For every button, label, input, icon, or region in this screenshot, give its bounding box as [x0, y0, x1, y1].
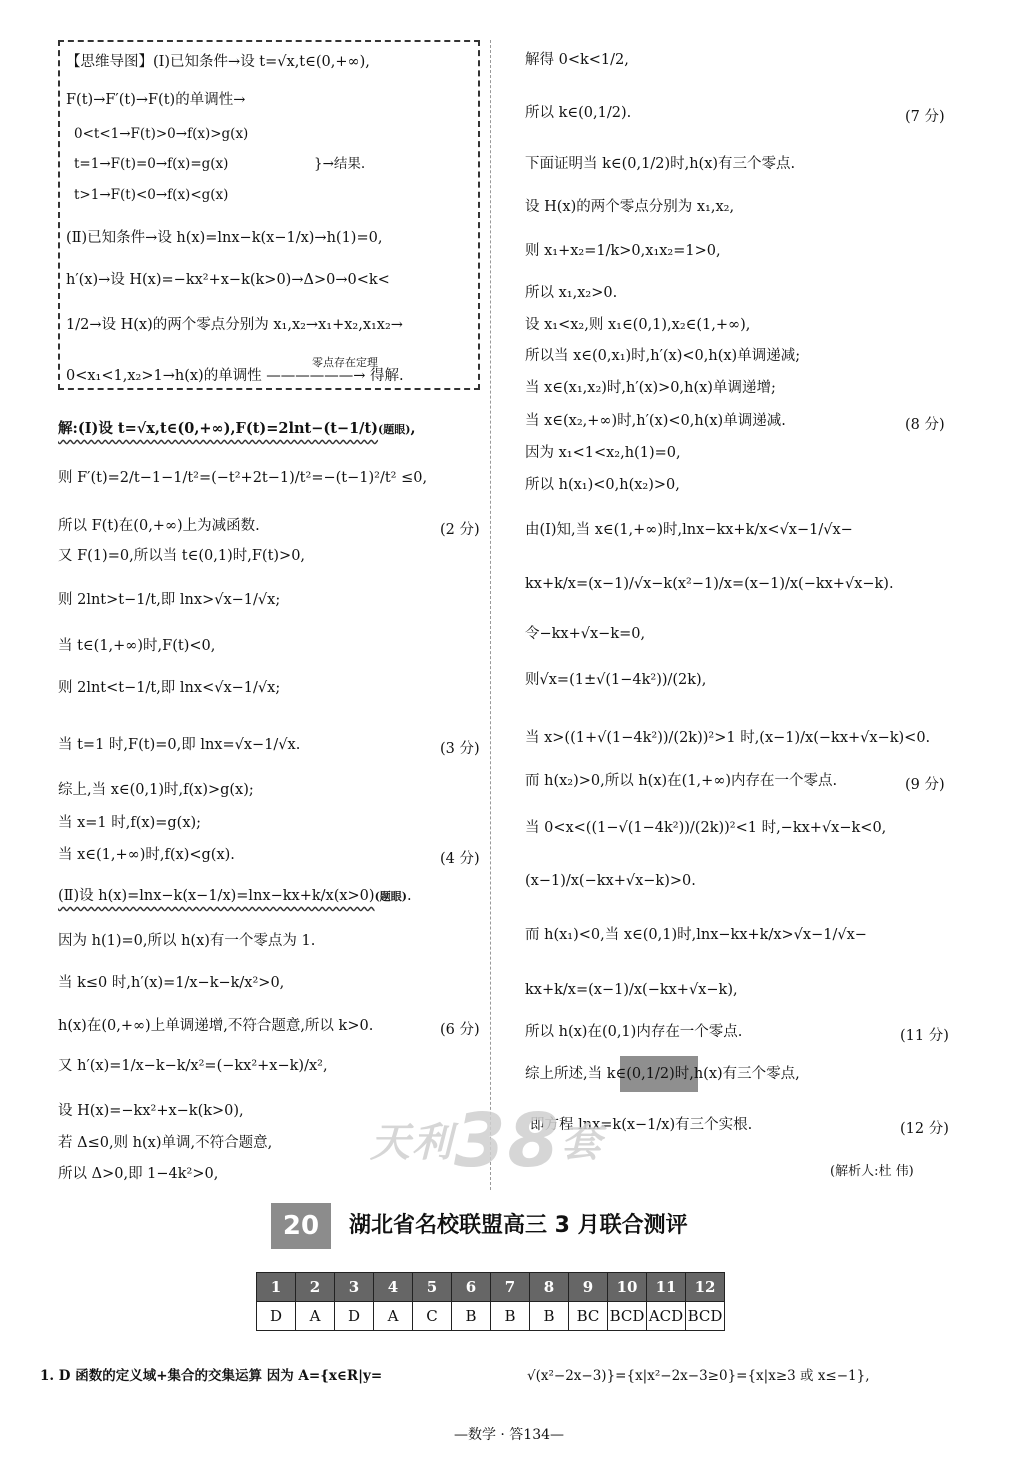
solution-line-13: 因为 h(1)=0,所以 h(x)有一个零点为 1.	[58, 933, 316, 949]
mind-map-box	[58, 40, 480, 390]
right-line-1: 解得 0<k<1/2,	[525, 52, 629, 68]
answer-number: 4	[374, 1273, 413, 1302]
watermark-logo	[370, 1098, 630, 1188]
score-4: (4 分)	[440, 851, 480, 867]
answer-number: 10	[608, 1273, 647, 1302]
answer-number: 12	[686, 1273, 725, 1302]
solution-line-18: 若 Δ≤0,则 h(x)单调,不符合题意,	[58, 1135, 273, 1151]
right-line-25: 即方程 lnx=k(x−1/x)有三个实根.	[530, 1117, 753, 1133]
right-line-22: kx+k/x=(x−1)/x(−kx+√x−k),	[525, 982, 738, 998]
right-line-21: 而 h(x₁)<0,当 x∈(0,1)时,lnx−kx+k/x>√x−1/√x−	[525, 927, 867, 943]
answer-number: 2	[296, 1273, 335, 1302]
right-line-12: 所以 h(x₁)<0,h(x₂)>0,	[525, 477, 680, 493]
answer-key: BCD	[608, 1302, 647, 1331]
mindmap-result: }→结果.	[314, 156, 366, 172]
mindmap-case-2: t=1→F(t)=0→f(x)=g(x)	[74, 156, 229, 172]
right-line-24: 综上所述,当 k∈(0,1/2)时,h(x)有三个零点,	[525, 1066, 800, 1082]
mindmap-case-3: t>1→F(t)<0→f(x)<g(x)	[74, 187, 229, 203]
answer-number: 8	[530, 1273, 569, 1302]
solution-line-15: h(x)在(0,+∞)上单调递增,不符合题意,所以 k>0.	[58, 1018, 374, 1034]
right-line-13: 由(Ⅰ)知,当 x∈(1,+∞)时,lnx−kx+k/x<√x−1/√x−	[525, 522, 853, 538]
watermark-post: 套	[560, 1120, 603, 1166]
answer-number: 9	[569, 1273, 608, 1302]
right-line-3: 下面证明当 k∈(0,1/2)时,h(x)有三个零点.	[525, 156, 796, 172]
key-tag-2: (题眼)	[374, 890, 407, 903]
answer-key: D	[335, 1302, 374, 1331]
right-line-11: 因为 x₁<1<x₂,h(1)=0,	[525, 445, 681, 461]
watermark-num: 38	[454, 1098, 561, 1184]
right-line-5: 则 x₁+x₂=1/k>0,x₁x₂=1>0,	[525, 243, 721, 259]
answer-key: B	[491, 1302, 530, 1331]
right-line-8: 所以当 x∈(0,x₁)时,h′(x)<0,h(x)单调递减;	[525, 348, 801, 364]
solution-line-14: 当 k≤0 时,h′(x)=1/x−k−k/x²>0,	[58, 975, 285, 991]
right-line-23: 所以 h(x)在(0,1)内存在一个零点.	[525, 1024, 743, 1040]
answer-key: A	[374, 1302, 413, 1331]
page-footer: —数学 · 答134—	[453, 1427, 565, 1443]
answer-number-row	[257, 1273, 725, 1302]
right-line-2: 所以 k∈(0,1/2).	[525, 105, 632, 121]
right-line-7: 设 x₁<x₂,则 x₁∈(0,1),x₂∈(1,+∞),	[525, 317, 751, 333]
solution-line-10: 当 x=1 时,f(x)=g(x);	[58, 815, 202, 831]
answer-key-row	[257, 1302, 725, 1331]
watermark-pre: 天利	[370, 1120, 454, 1166]
mindmap-line-1: 【思维导图】(Ⅰ)已知条件→设 t=√x,t∈(0,+∞),	[66, 54, 370, 70]
mindmap-line-8: 1/2→设 H(x)的两个零点分别为 x₁,x₂→x₁+x₂,x₁x₂→	[66, 317, 403, 333]
solution-line-19: 所以 Δ>0,即 1−4k²>0,	[58, 1166, 219, 1182]
solution-line-6: 当 t∈(1,+∞)时,F(t)<0,	[58, 638, 216, 654]
score-3: (3 分)	[440, 741, 480, 757]
score-7: (7 分)	[905, 109, 945, 125]
answer-key: ACD	[647, 1302, 686, 1331]
right-line-6: 所以 x₁,x₂>0.	[525, 285, 618, 301]
right-line-20: (x−1)/x(−kx+√x−k)>0.	[525, 873, 696, 889]
mindmap-line-7: h′(x)→设 H(x)=−kx²+x−k(k>0)→Δ>0→0<k<	[66, 272, 390, 288]
solution-line-12: (Ⅱ)设 h(x)=lnx−k(x−1/x)=lnx−kx+k/x(x>0)(题眼).	[58, 888, 412, 904]
mindmap-line-6: (Ⅱ)已知条件→设 h(x)=lnx−k(x−1/x)→h(1)=0,	[66, 230, 383, 246]
answer-number: 11	[647, 1273, 686, 1302]
answer-table	[256, 1272, 725, 1331]
answer-number: 7	[491, 1273, 530, 1302]
right-line-14: kx+k/x=(x−1)/√x−k(x²−1)/x=(x−1)/x(−kx+√x−k).	[525, 576, 894, 592]
answer-number: 6	[452, 1273, 491, 1302]
right-line-10: 当 x∈(x₂,+∞)时,h′(x)<0,h(x)单调递减.	[525, 413, 786, 429]
mindmap-line-10: 0<x₁<1,x₂>1→h(x)的单调性 ——————→ 得解.	[66, 368, 404, 384]
solution-line-3: 所以 F(t)在(0,+∞)上为减函数.	[58, 518, 260, 534]
solution-line-1-text: 解:(Ⅰ)设 t=√x,t∈(0,+∞),F(t)=2lnt−(t−1/t)	[58, 420, 379, 437]
solution-line-7: 则 2lnt<t−1/t,即 lnx<√x−1/√x;	[58, 680, 281, 696]
right-line-15: 令−kx+√x−k=0,	[525, 626, 646, 642]
solution-line-11: 当 x∈(1,+∞)时,f(x)<g(x).	[58, 847, 235, 863]
answer-key: A	[296, 1302, 335, 1331]
solution-line-12-text: (Ⅱ)设 h(x)=lnx−k(x−1/x)=lnx−kx+k/x(x>0)	[58, 888, 375, 904]
section-number: 20	[271, 1203, 331, 1249]
solution-line-16: 又 h′(x)=1/x−k−k/x²=(−kx²+x−k)/x²,	[58, 1058, 328, 1074]
solution-line-17: 设 H(x)=−kx²+x−k(k>0),	[58, 1103, 244, 1119]
right-line-18: 而 h(x₂)>0,所以 h(x)在(1,+∞)内存在一个零点.	[525, 773, 838, 789]
answer-key: BCD	[686, 1302, 725, 1331]
answer-key: B	[452, 1302, 491, 1331]
answer-key: BC	[569, 1302, 608, 1331]
answer-key: D	[257, 1302, 296, 1331]
column-divider	[490, 40, 491, 1190]
right-line-16: 则√x=(1±√(1−4k²))/(2k),	[525, 672, 707, 688]
mindmap-line-2: F(t)→F′(t)→F(t)的单调性→	[66, 92, 246, 108]
answer-key: B	[530, 1302, 569, 1331]
score-2: (2 分)	[440, 522, 480, 538]
bottom-right-text: √(x²−2x−3)}={x|x²−2x−3≥0}={x|x≥3 或 x≤−1},	[527, 1368, 870, 1384]
solution-line-2: 则 F′(t)=2/t−1−1/t²=(−t²+2t−1)/t²=−(t−1)²/t² ≤0,	[58, 470, 428, 486]
solution-line-4: 又 F(1)=0,所以当 t∈(0,1)时,F(t)>0,	[58, 548, 306, 564]
solution-line-9: 综上,当 x∈(0,1)时,f(x)>g(x);	[58, 782, 254, 798]
answer-number: 3	[335, 1273, 374, 1302]
solution-line-1: 解:(Ⅰ)设 t=√x,t∈(0,+∞),F(t)=2lnt−(t−1/t)(题眼),	[58, 420, 416, 437]
mindmap-case-1: 0<t<1→F(t)>0→f(x)>g(x)	[74, 126, 249, 142]
score-8: (8 分)	[905, 417, 945, 433]
right-line-4: 设 H(x)的两个零点分别为 x₁,x₂,	[525, 199, 735, 215]
score-6: (6 分)	[440, 1022, 480, 1038]
mindmap-theorem-label: 零点存在定理	[312, 356, 378, 369]
solution-line-5: 则 2lnt>t−1/t,即 lnx>√x−1/√x;	[58, 592, 281, 608]
right-line-19: 当 0<x<((1−√(1−4k²))/(2k))²<1 时,−kx+√x−k<0,	[525, 820, 887, 836]
analyst: (解析人:杜 伟)	[830, 1164, 914, 1179]
bottom-left-text: 1. D 函数的定义域+集合的交集运算 因为 A={x∈R|y=	[40, 1368, 383, 1384]
score-9: (9 分)	[905, 777, 945, 793]
score-12: (12 分)	[900, 1121, 949, 1137]
answer-key: C	[413, 1302, 452, 1331]
key-tag: (题眼)	[378, 423, 411, 436]
solution-line-8: 当 t=1 时,F(t)=0,即 lnx=√x−1/√x.	[58, 737, 301, 753]
score-11: (11 分)	[900, 1028, 949, 1044]
answer-number: 5	[413, 1273, 452, 1302]
answer-number: 1	[257, 1273, 296, 1302]
right-line-17: 当 x>((1+√(1−4k²))/(2k))²>1 时,(x−1)/x(−kx+√x−k)<0.	[525, 730, 931, 746]
section-title: 湖北省名校联盟高三 3 月联合测评	[349, 1213, 688, 1238]
right-line-9: 当 x∈(x₁,x₂)时,h′(x)>0,h(x)单调递增;	[525, 380, 776, 396]
